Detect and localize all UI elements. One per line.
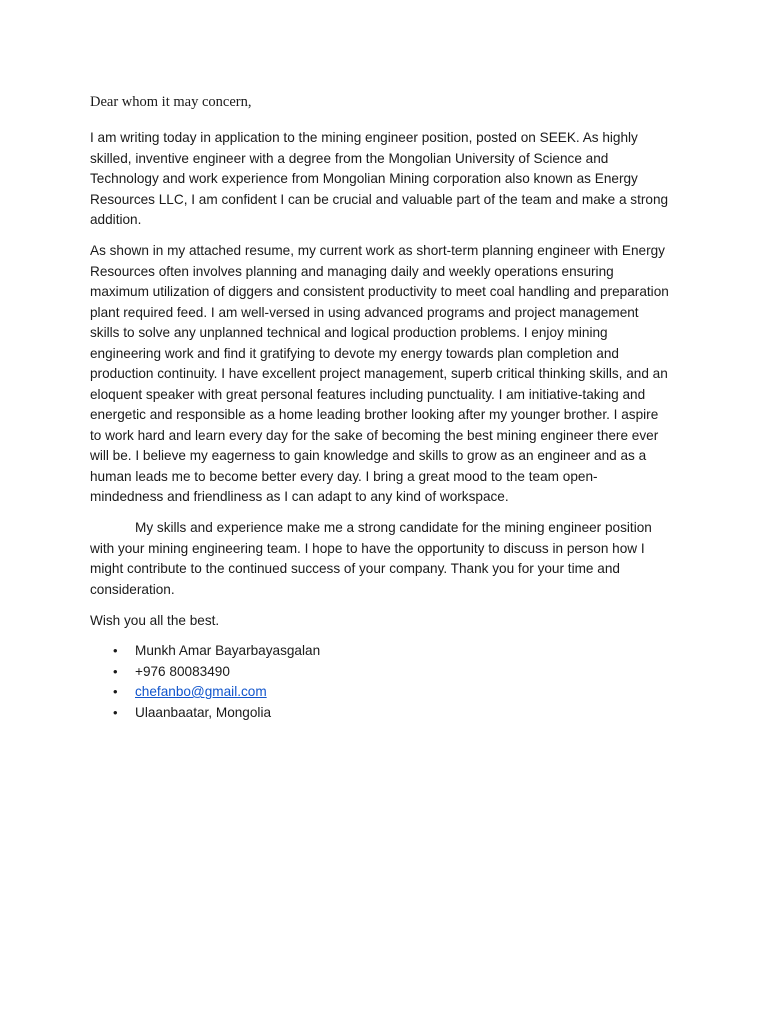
bullet-icon: • bbox=[113, 663, 118, 679]
paragraph-conclusion: My skills and experience make me a strong candidate for the mining engineer position with your mining engineering team. I hope to have the opportunity to discuss in person how I might contribute to the continued success of your company. Thank you for your time and consideration. bbox=[90, 520, 652, 597]
closing-line: Wish you all the best. bbox=[90, 612, 220, 628]
signature-item-name bbox=[90, 641, 670, 662]
signature-list bbox=[90, 641, 670, 723]
signature-location: Ulaanbaatar, Mongolia bbox=[135, 704, 272, 720]
bullet-icon: • bbox=[113, 643, 118, 658]
salutation: Dear whom it may concern, bbox=[90, 94, 252, 110]
signature-item-email bbox=[90, 682, 670, 703]
letter-body bbox=[90, 92, 670, 723]
signature-name: Munkh Amar Bayarbayasgalan bbox=[135, 643, 321, 658]
paragraph-intro: I am writing today in application to the mining engineer position, posted on SEEK. As highly skilled, inventive engineer with a degree from the Mongolian University of Science and Technology and work experience from Mongolian Mining corporation also known as Energy Resources LLC, I am confident I can be crucial and valuable part of the team and make a strong addition. bbox=[90, 130, 669, 227]
paragraph-experience: As shown in my attached resume, my current work as short-term planning engineer with Energy Resources often involves planning and managing daily and weekly operations ensuring maximum utilization of diggers and consistent productivity to meet coal handling and preparation plant required feed. I am well-versed in using advanced programs and project management skills to solve any unplanned technical and logical production problems. I enjoy mining engineering work and find it gratifying to devote my energy towards plan completion and production continuity. I have excellent project management, superb critical thinking skills, and an eloquent speaker with great personal features including punctuality. I am initiative-taking and energetic and responsible as a home leading brother looking after my younger brother. I aspire to work hard and learn every day for the sake of becoming the best mining engineer there ever will be. I believe my eagerness to gain knowledge and skills to grow as an engineer and as a human leads me to become better every day. I bring a great mood to the team open-mindedness and friendliness as I can adapt to any kind of workspace. bbox=[90, 243, 669, 504]
signature-item-phone bbox=[90, 662, 670, 683]
signature-phone: +976 80083490 bbox=[135, 663, 230, 679]
signature-item-location bbox=[90, 703, 670, 724]
bullet-icon: • bbox=[113, 704, 118, 720]
email-link[interactable]: chefanbo@gmail.com bbox=[135, 684, 267, 699]
bullet-icon: • bbox=[113, 684, 118, 699]
